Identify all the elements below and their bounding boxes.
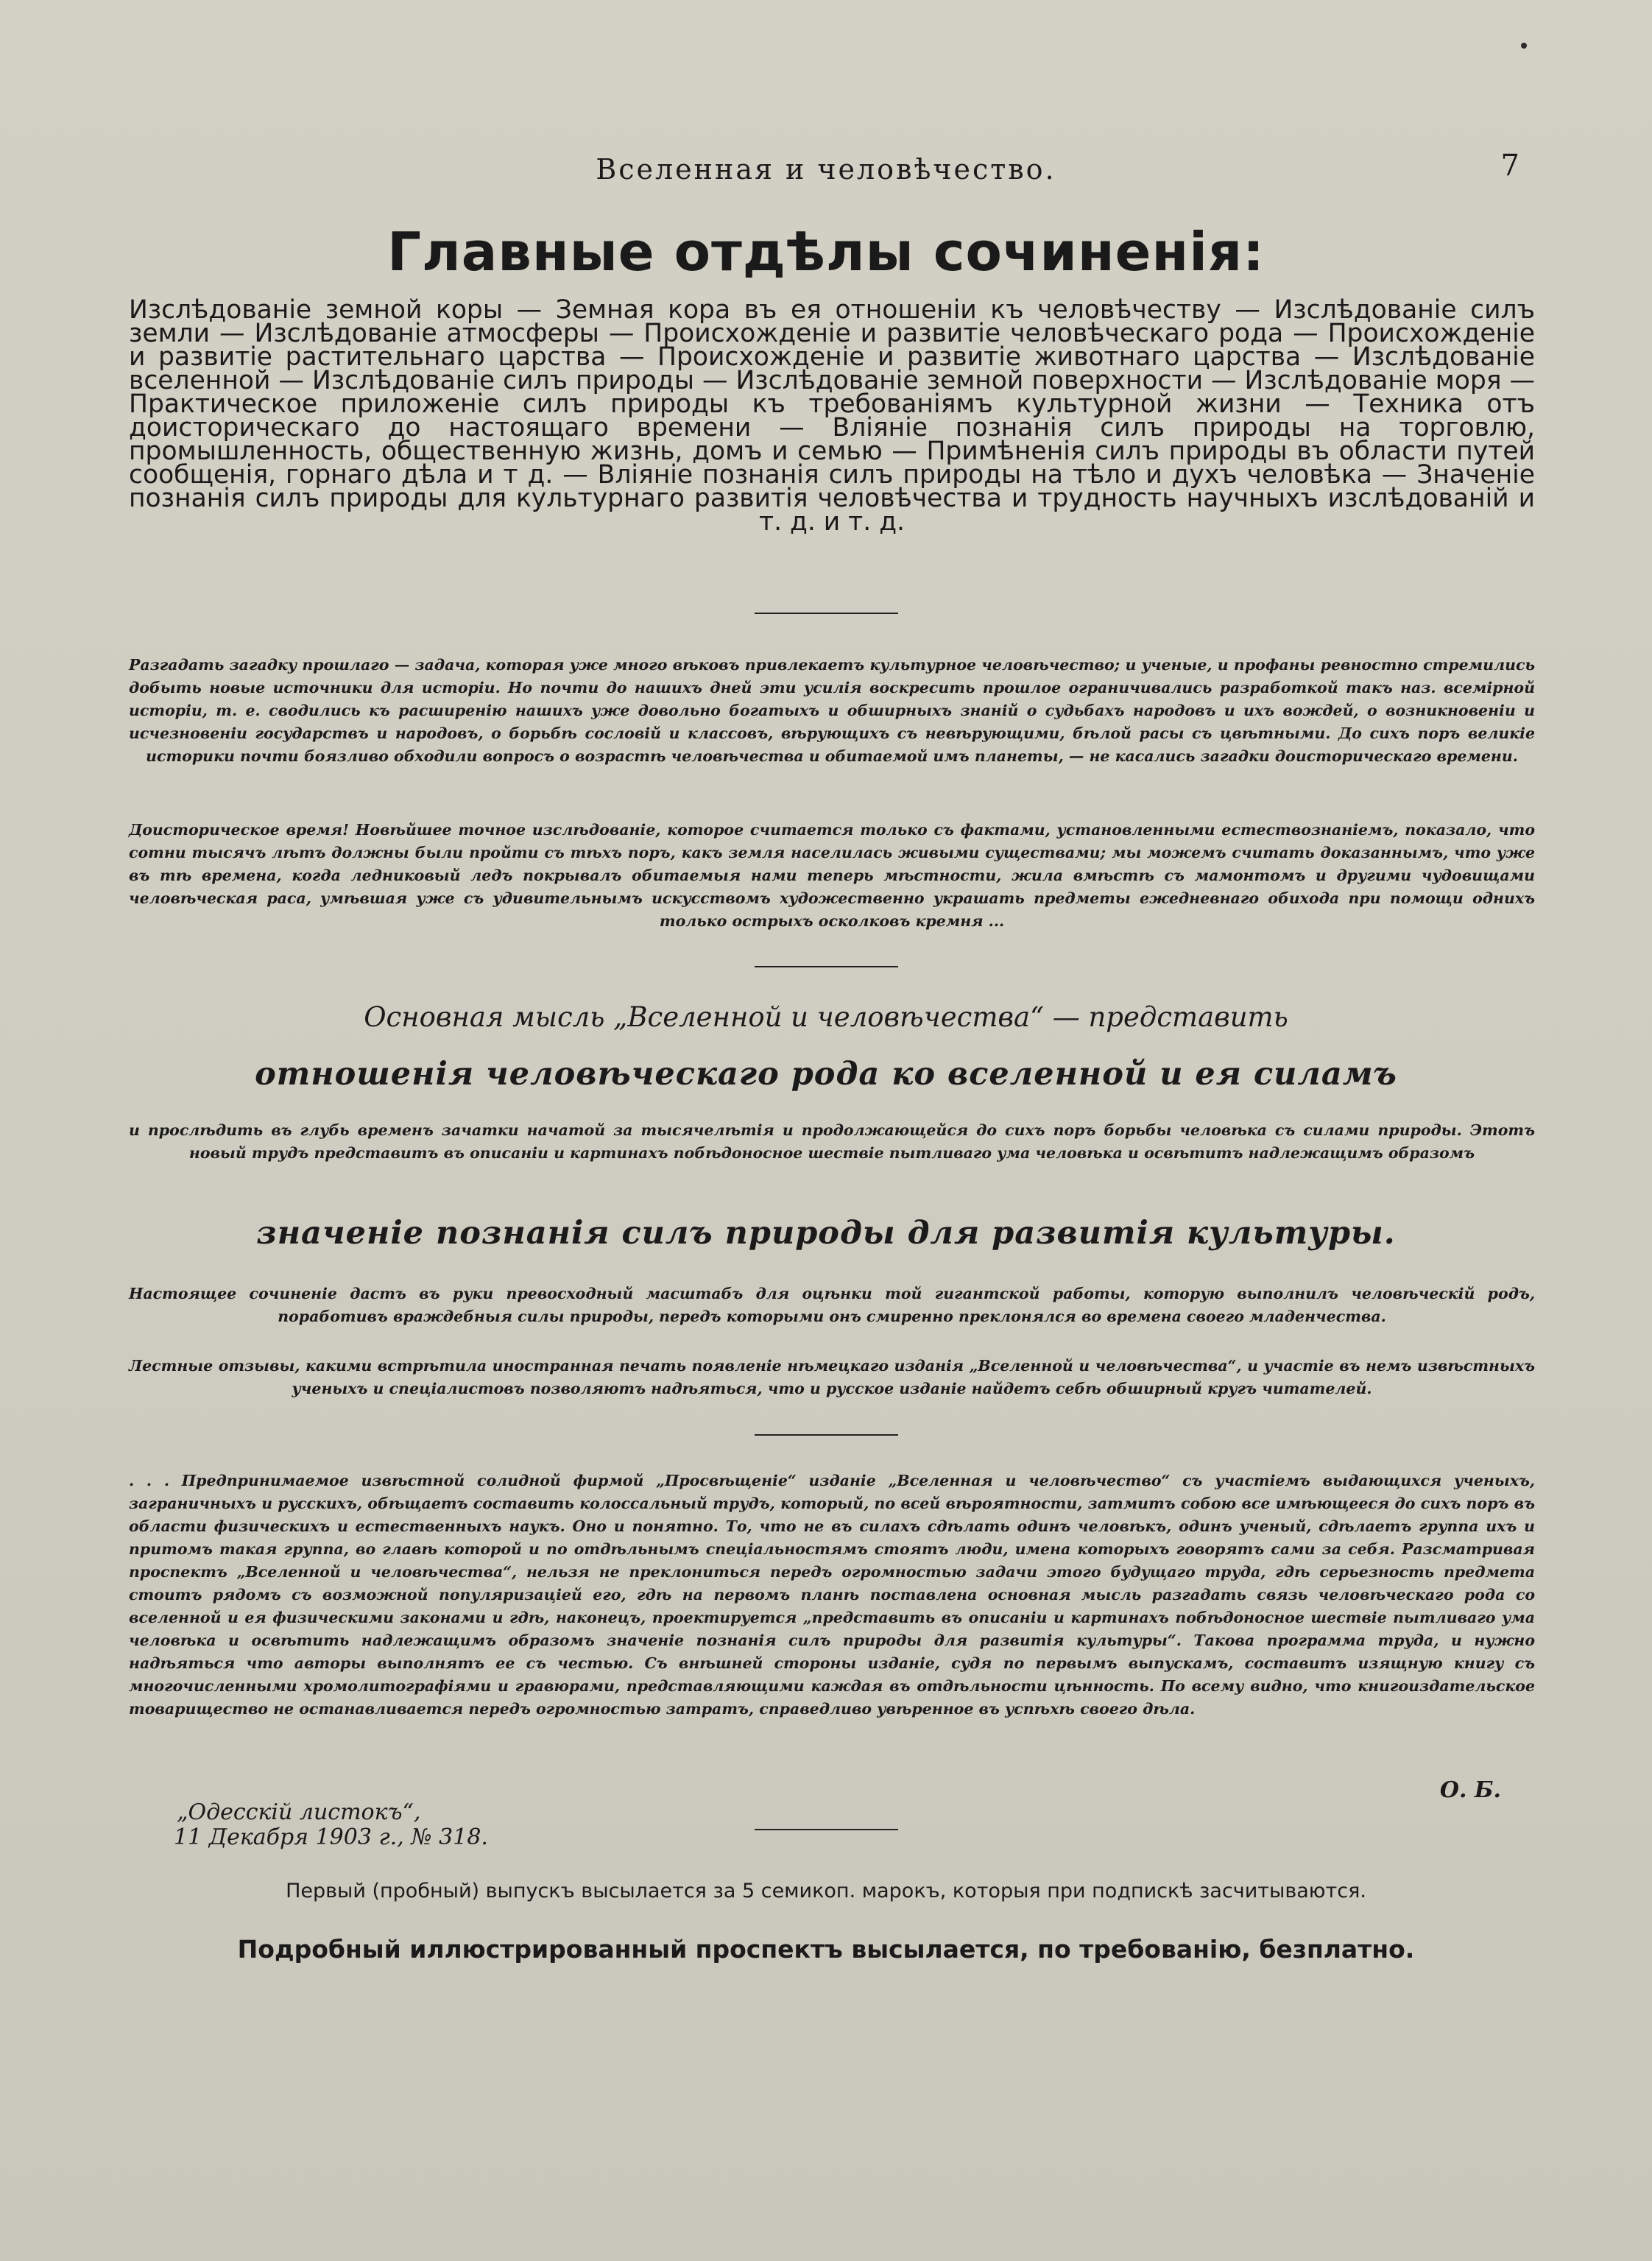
ink-speck bbox=[1521, 43, 1527, 49]
divider-2 bbox=[755, 966, 898, 967]
page-header bbox=[0, 147, 1652, 191]
press-quote: . . . Предпринимаемое извѣстной солидной фирмой „Просвѣщеніе“ изданіе „Вселенная и человѣчество“ съ участіемъ выдающихся ученыхъ, заграничныхъ и русскихъ, обѣщаетъ составить колоссальный трудъ, который, по всей вѣроятности, затмитъ собою все имѣющееся до сихъ поръ въ области физическихъ и естественныхъ наукъ. Оно и понятно. То, что не въ силахъ сдѣлать одинъ человѣкъ, одинъ ученый, сдѣлаетъ группа ихъ и притомъ такая группа, во главѣ которой и по отдѣльнымъ спеціальностямъ стоятъ люди, имена которыхъ говорятъ сами за себя. Разсматривая проспектъ „Вселенной и человѣчества“, нельзя не преклониться передъ огромностью задачи этого будущаго труда, гдѣ серьезность предмета стоитъ рядомъ съ возможной популяризаціей его, гдѣ на первомъ планѣ поставлена основная мысль разгадать связь человѣческаго рода со вселенной и ея физическими законами и гдѣ, наконецъ, проектируется „представить въ описаніи и картинахъ побѣдоносное шествіе пытливаго ума человѣка и освѣтить надлежащимъ образомъ значеніе познанія силъ природы для развитія культуры“. Такова программа труда, и нужно надѣяться что авторы выполнятъ ее съ честью. Съ внѣшней стороны изданіе, судя по первымъ выпускамъ, составитъ изящную книгу съ многочисленными хромолитографіями и гравюрами, представляющими каждая въ отдѣльности цѣнность. По всему видно, что книгоиздательское товарищество не останавливается передъ огромностью затратъ, справедливо увѣренное въ успѣхѣ своего дѣла. bbox=[129, 1472, 1535, 1718]
source-name: „Одесскій листокъ“, bbox=[177, 1799, 421, 1825]
divider-1 bbox=[755, 613, 898, 614]
trial-issue-notice: Первый (пробный) выпускъ высылается за 5 семикоп. марокъ, которыя при подпискѣ засчитываются. bbox=[286, 1880, 1366, 1902]
prospectus-notice: Подробный иллюстрированный проспектъ высылается, по требованію, безплатно. bbox=[237, 1935, 1415, 1964]
quote-author: О. Б. bbox=[1439, 1777, 1501, 1803]
quote-source bbox=[174, 1799, 488, 1850]
divider-4 bbox=[755, 1829, 898, 1830]
page-number: 7 bbox=[1500, 149, 1519, 183]
sections-list: Изслѣдованіе земной коры — Земная кора въ ея отношеніи къ человѣчеству — Изслѣдованіе силъ земли — Изслѣдованіе атмосферы — Происхожденіе и развитіе человѣческаго рода — Происхожденіе и развитіе растительнаго царства — Происхожденіе и развитіе животнаго царства — Изслѣдованіе вселенной — Изслѣдованіе силъ природы — Изслѣдованіе земной поверхности — Изслѣдованіе моря — Практическое приложеніе силъ природы къ требованіямъ культурной жизни — Техника отъ доисторическаго до настоящаго времени — Вліяніе познанія силъ природы на торговлю, промышленность, общественную жизнь, домъ и семью — Примѣненія силъ природы въ области путей сообщенія, горнаго дѣла и т д. — Вліяніе познанія силъ природы на тѣло и духъ человѣка — Значеніе познанія силъ природы для культурнаго развитія человѣчества и трудность научныхъ изслѣдованій и т. д. и т. д. bbox=[129, 295, 1535, 537]
paragraph-5: Лестные отзывы, какими встрѣтила иностранная печать появленіе нѣмецкаго изданія „Вселенной и человѣчества“, и участіе въ немъ извѣстныхъ ученыхъ и спеціалистовъ позволяютъ надѣяться, что и русское изданіе найдетъ себѣ обширный кругъ читателей. bbox=[129, 1357, 1535, 1397]
source-date: 11 Декабря 1903 г., № 318. bbox=[174, 1824, 488, 1850]
lead-line: Основная мысль „Вселенной и человѣчества“ — представить bbox=[364, 1001, 1288, 1033]
main-title: Главные отдѣлы сочиненія: bbox=[387, 221, 1265, 283]
divider-3 bbox=[755, 1434, 898, 1436]
paragraph-4: Настоящее сочиненіе дастъ въ руки превосходный масштабъ для оцѣнки той гигантской работы, которую выполнилъ человѣческій родъ, поработивъ враждебныя силы природы, передъ которыми онъ смиренно преклонялся во времена своего младенчества. bbox=[129, 1285, 1535, 1325]
paragraph-3: и прослѣдить въ глубь временъ зачатки начатой за тысячелѣтія и продолжающейся до сихъ поръ борьбы человѣка съ силами природы. Этотъ новый трудъ представитъ въ описаніи и картинахъ побѣдоносное шествіе пытливаго ума человѣка и освѣтитъ надлежащимъ образомъ bbox=[129, 1121, 1535, 1162]
paragraph-2: Доисторическое время! Новѣйшее точное изслѣдованіе, которое считается только съ фактами, установленными естествознаніемъ, показало, что сотни тысячъ лѣтъ должны были пройти съ тѣхъ поръ, какъ земля населилась живыми существами; мы можемъ считать доказаннымъ, что уже въ тѣ времена, когда ледниковый ледъ покрывалъ обитаемыя нами теперь мѣстности, жила вмѣстѣ съ мамонтомъ и другими чудовищами человѣческая раса, умѣвшая уже съ удивительнымъ искусствомъ художественно украшать предметы ежедневнаго обихода при помощи однихъ только острыхъ осколковъ кремня ... bbox=[129, 821, 1535, 930]
paragraph-1: Разгадать загадку прошлаго — задача, которая уже много вѣковъ привлекаетъ культурное человѣчество; и ученые, и профаны ревностно стремились добыть новые источники для исторіи. Но почти до нашихъ дней эти усилія воскресить прошлое ограничивались разработкой такъ наз. всемірной исторіи, т. е. сводились къ расширенію нашихъ уже довольно богатыхъ и обширныхъ знаній о судьбахъ народовъ и ихъ вождей, о возникновеніи и исчезновеніи государствъ и народовъ, о борьбѣ сословій и классовъ, вѣрующихъ съ невѣрующими, бѣлой расы съ цвѣтными. До сихъ поръ великіе историки почти боязливо обходили вопросъ о возрастѣ человѣчества и обитаемой имъ планеты, — не касались загадки доисторическаго времени. bbox=[129, 656, 1535, 765]
headline-significance: значеніе познанія силъ природы для развитія культуры. bbox=[256, 1215, 1396, 1252]
running-title: Вселенная и человѣчество. bbox=[596, 153, 1056, 186]
headline-relations: отношенія человѣческаго рода ко вселенной и ея силамъ bbox=[255, 1056, 1397, 1093]
